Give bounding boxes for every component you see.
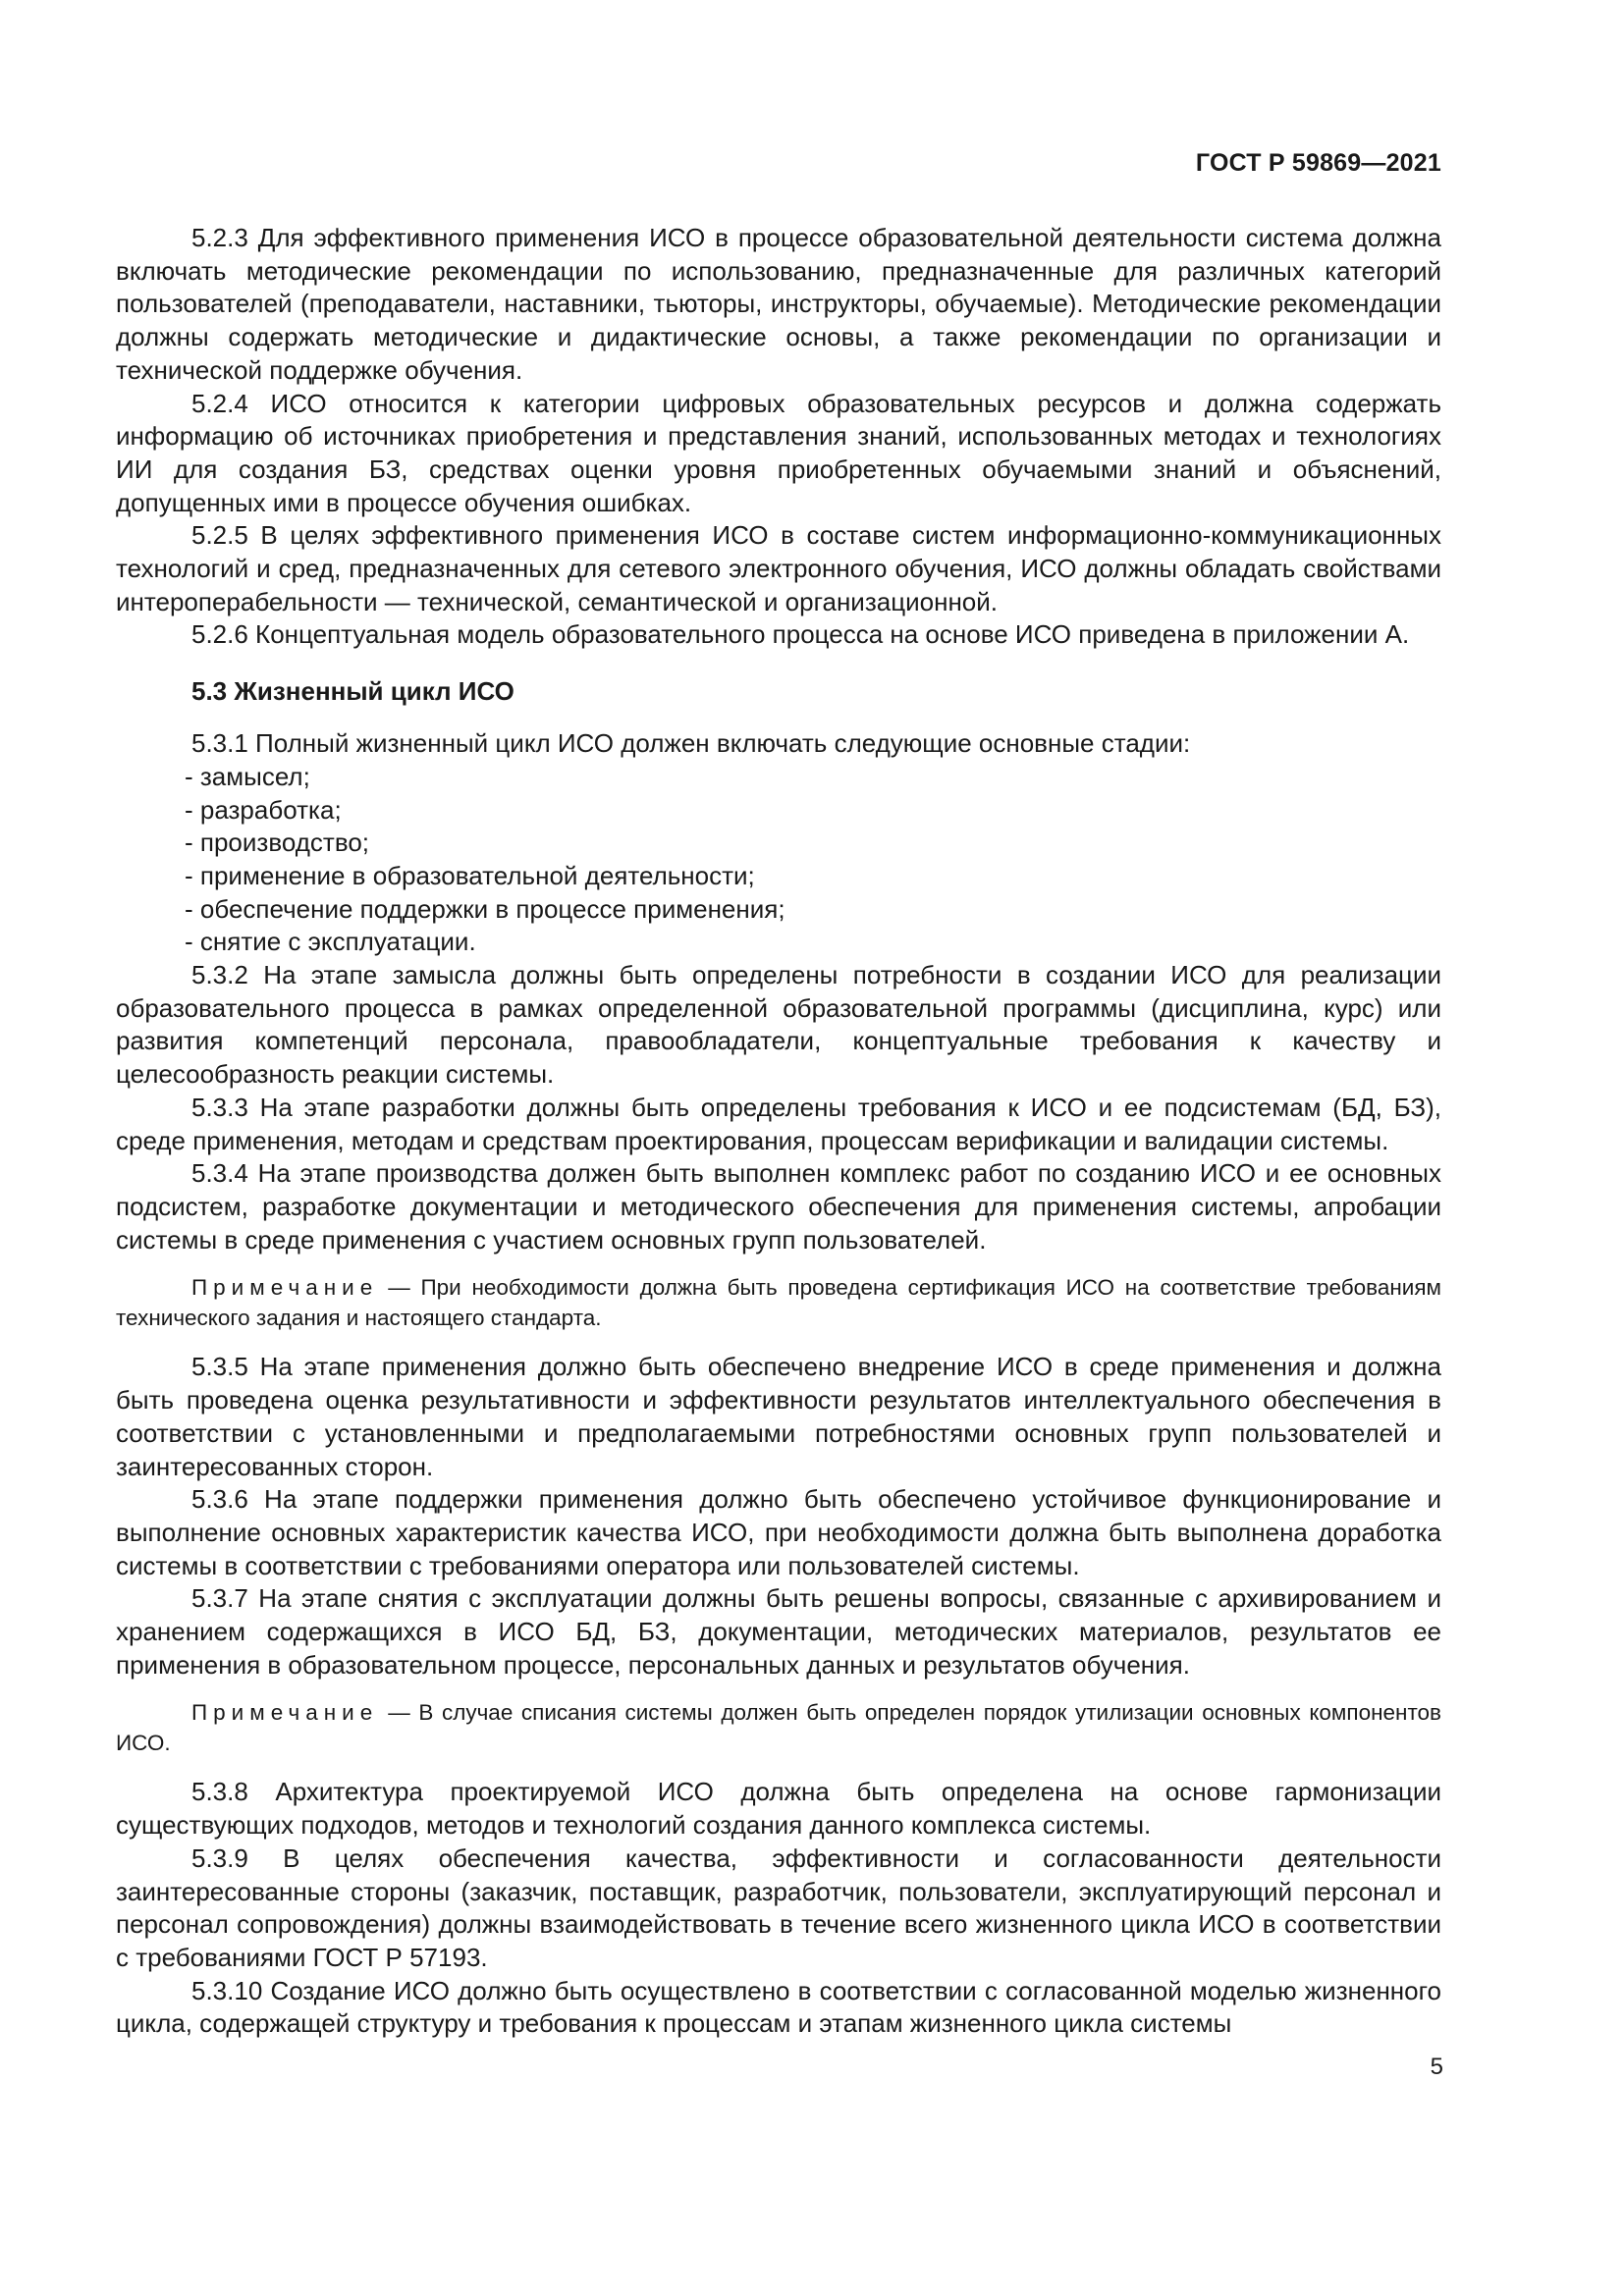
paragraph-5-3-2: 5.3.2 На этапе замысла должны быть определены потребности в создании ИСО для реализации образовательного процесса в рамках определенной образовательной программы (дисциплина, курс) или развития компетенций персонала, правообладатели, концептуальные требования к качеству и целесообразность реакции системы. — [116, 960, 1441, 1090]
paragraph-5-3-4: 5.3.4 На этапе производства должен быть выполнен комплекс работ по созданию ИСО и ее основных подсистем, разработке документации и методического обеспечения для применения системы, апробации системы в среде применения с участием основных групп пользователей. — [116, 1158, 1441, 1255]
stage-list-item: - замысел; — [185, 761, 310, 791]
standard-designation: ГОСТ Р 59869—2021 — [1195, 149, 1441, 177]
paragraph-5-2-4: 5.2.4 ИСО относится к категории цифровых образовательных ресурсов и должна содержать информацию об источниках приобретения и представления знаний, использованных методах и технологиях ИИ для создания БЗ, средствах оценки уровня приобретенных обучаемыми знаний и объяснений, допущенных ими в процессе обучения ошибках. — [116, 388, 1441, 517]
paragraph-5-2-6: 5.2.6 Концептуальная модель образовательного процесса на основе ИСО приведена в приложении А. — [191, 619, 1410, 650]
note-1 — [116, 1272, 1441, 1333]
paragraph-5-2-5: 5.2.5 В целях эффективного применения ИСО в составе систем информационно-коммуникационных технологий и сред, предназначенных для сетевого электронного обучения, ИСО должны обладать свойствами интероперабельности — технической, семантической и организационной. — [116, 520, 1441, 616]
page-number: 5 — [1430, 2054, 1443, 2080]
paragraph-5-3-7: 5.3.7 На этапе снятия с эксплуатации должны быть решены вопросы, связанные с архивированием и хранением содержащихся в ИСО БД, БЗ, документации, методических материалов, результатов ее применения в образовательном процессе, персональных данных и результатов обучения. — [116, 1583, 1441, 1680]
note-label: Примечание — [191, 1700, 379, 1726]
paragraph-5-3-10: 5.3.10 Создание ИСО должно быть осуществлено в соответствии с согласованной моделью жизненного цикла, содержащей структуру и требования к процессам и этапам жизненного цикла системы — [116, 1975, 1441, 2039]
note-text: — В случае списания системы должен быть определен порядок утилизации основных компонентов ИСО. — [116, 1700, 1441, 1756]
paragraph-5-3-9: 5.3.9 В целях обеспечения качества, эффективности и согласованности деятельности заинтересованные стороны (заказчик, поставщик, разработчик, пользователи, эксплуатирующий персонал и персонал сопровождения) должны взаимодействовать в течение всего жизненного цикла ИСО в соответствии с требованиями ГОСТ Р 57193. — [116, 1842, 1441, 1972]
paragraph-5-3-6: 5.3.6 На этапе поддержки применения должно быть обеспечено устойчивое функционирование и выполнение основных характеристик качества ИСО, при необходимости должна быть выполнена доработка системы в соответствии с требованиями оператора или пользователей системы. — [116, 1484, 1441, 1580]
stage-list-item: - применение в образовательной деятельности; — [185, 860, 755, 890]
stage-list-item: - производство; — [185, 828, 370, 858]
stage-list-item: - снятие с эксплуатации. — [185, 927, 476, 957]
paragraph-5-3-1: 5.3.1 Полный жизненный цикл ИСО должен включать следующие основные стадии: — [191, 728, 1191, 759]
note-2 — [116, 1697, 1441, 1758]
paragraph-5-3-8: 5.3.8 Архитектура проектируемой ИСО должна быть определена на основе гармонизации существующих подходов, методов и технологий создания данного комплекса системы. — [116, 1777, 1441, 1841]
note-label: Примечание — [191, 1275, 379, 1301]
page-content — [116, 222, 1441, 2041]
paragraph-5-2-3: 5.2.3 Для эффективного применения ИСО в процессе образовательной деятельности система должна включать методические рекомендации по использованию, предназначенные для различных категорий пользователей (преподаватели, наставники, тьюторы, инструкторы, обучаемые). Методические рекомендации должны содержать методические и дидактические основы, а также рекомендации по организации и технической поддержке обучения. — [116, 223, 1441, 385]
stage-list-item: - разработка; — [185, 794, 342, 825]
note-text: — При необходимости должна быть проведена сертификация ИСО на соответствие требованиям технического задания и настоящего стандарта. — [116, 1275, 1441, 1331]
stage-list-item: - обеспечение поддержки в процессе применения; — [185, 893, 785, 924]
paragraph-5-3-3: 5.3.3 На этапе разработки должны быть определены требования к ИСО и ее подсистемам (БД, БЗ), среде применения, методам и средствам проектирования, процессам верификации и валидации системы. — [116, 1092, 1441, 1155]
section-heading-5-3: 5.3 Жизненный цикл ИСО — [191, 676, 514, 707]
paragraph-5-3-5: 5.3.5 На этапе применения должно быть обеспечено внедрение ИСО в среде применения и должна быть проведена оценка результативности и эффективности результатов интеллектуального обеспечения в соответствии с установленными и предполагаемыми потребностями основных групп пользователей и заинтересованных сторон. — [116, 1352, 1441, 1481]
